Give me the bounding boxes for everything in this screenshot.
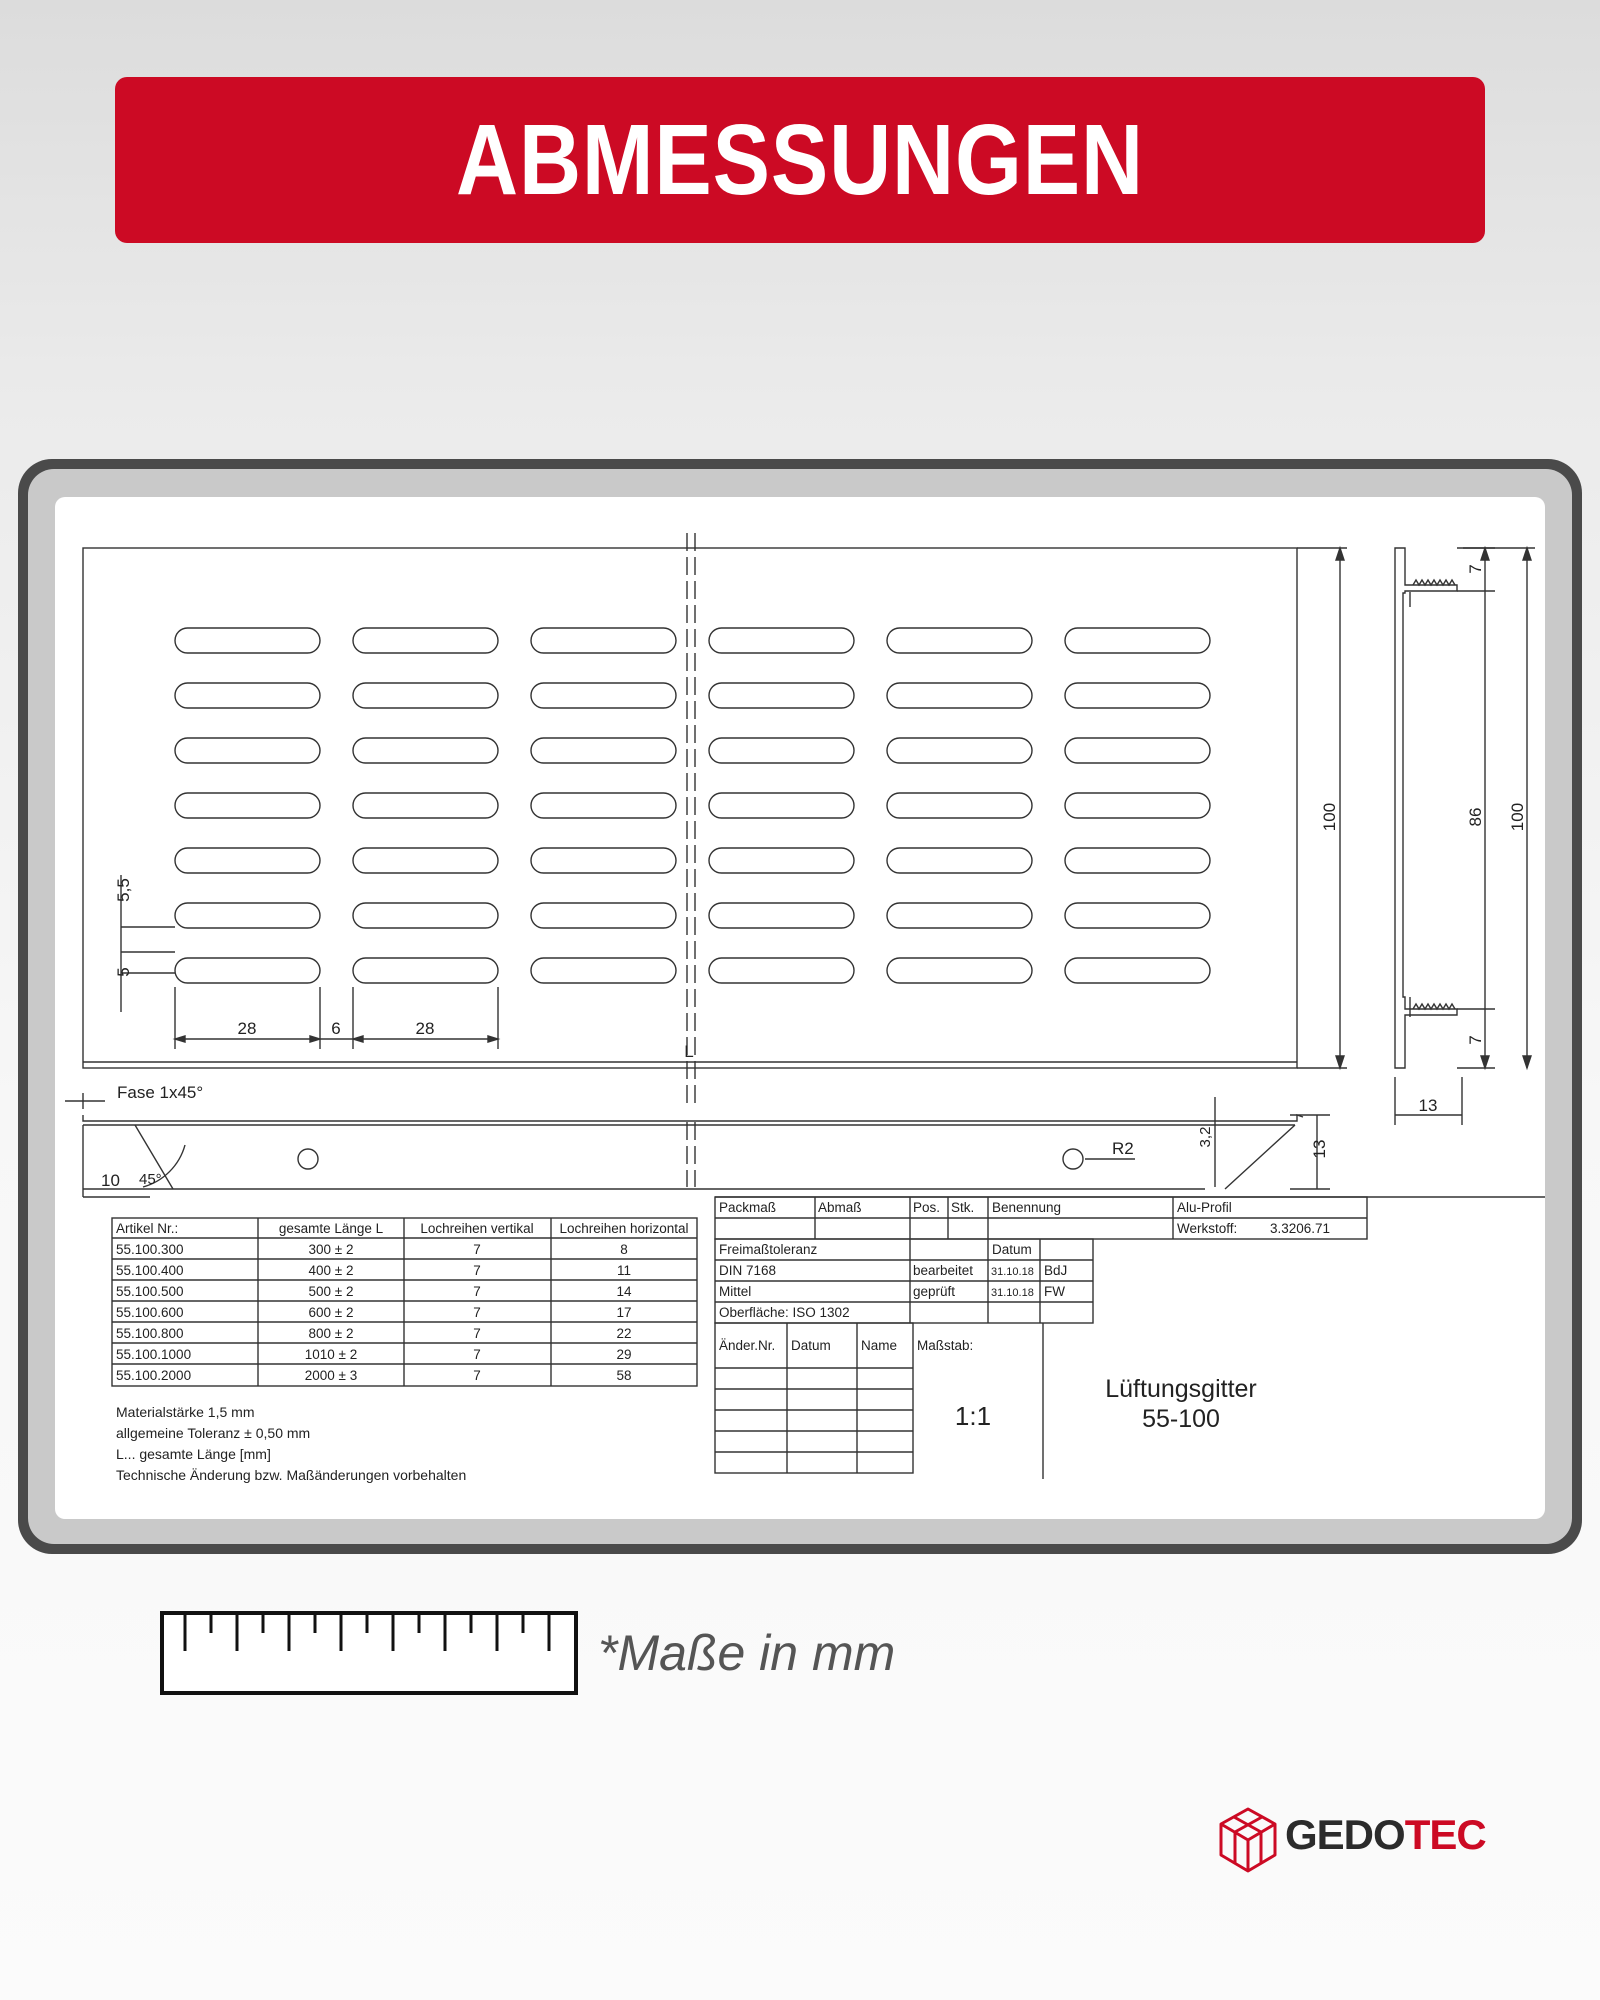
variants-table	[116, 1242, 632, 1383]
table-cell: 29	[616, 1347, 632, 1362]
dim-edge-offset-label: 10	[101, 1171, 120, 1190]
table-cell: 14	[616, 1284, 632, 1299]
tb-datum-label: Datum	[992, 1242, 1032, 1257]
brand-name	[1285, 1811, 1486, 1859]
dim-slot-length-label: 28	[237, 1019, 257, 1038]
table-cell: 55.100.1000	[116, 1347, 192, 1362]
tb-name: Name	[861, 1338, 898, 1353]
vent-slot	[709, 683, 854, 708]
tb-scale: 1:1	[954, 1401, 992, 1431]
vent-slot	[887, 793, 1032, 818]
tb-surface: Oberfläche: ISO 1302	[719, 1305, 850, 1320]
dim-profile-height-label: 13	[1310, 1139, 1329, 1159]
table-cell: 1010 ± 2	[304, 1347, 358, 1362]
table-cell: 55.100.400	[116, 1263, 184, 1278]
vent-slot	[709, 628, 854, 653]
vent-slot	[887, 903, 1032, 928]
table-cell: 7	[473, 1326, 481, 1341]
note-material: Materialstärke 1,5 mm	[116, 1404, 255, 1420]
dim-length-marker: L	[684, 1042, 694, 1061]
vent-slot	[1065, 683, 1210, 708]
table-cell: 400 ± 2	[308, 1263, 354, 1278]
technical-drawing	[55, 497, 1545, 1519]
vent-slot	[887, 683, 1032, 708]
vent-slot	[709, 848, 854, 873]
table-cell: 7	[473, 1368, 481, 1383]
table-cell: 8	[620, 1242, 628, 1257]
vent-slot	[531, 793, 676, 818]
tb-abmass: Abmaß	[818, 1200, 862, 1215]
tb-mittel: Mittel	[719, 1284, 752, 1299]
table-cell: 55.100.500	[116, 1284, 184, 1299]
slot-grid	[175, 628, 1210, 983]
table-cell: 17	[616, 1305, 632, 1320]
tb-tolerance: Freimaßtoleranz	[719, 1242, 818, 1257]
vent-slot	[709, 738, 854, 763]
dim-side-width-label: 13	[1418, 1096, 1438, 1115]
vent-slot	[175, 793, 320, 818]
table-cell: 7	[473, 1305, 481, 1320]
vent-slot	[353, 958, 498, 983]
table-cell: 55.100.2000	[116, 1368, 192, 1383]
vent-slot	[353, 793, 498, 818]
vent-slot	[1065, 628, 1210, 653]
vent-slot	[1065, 793, 1210, 818]
dim-slot-spacing-label: 6	[331, 1019, 341, 1038]
front-view-plate	[83, 548, 1297, 1068]
dim-side-inner-label: 86	[1466, 807, 1485, 827]
table-header-length: gesamte Länge L	[278, 1221, 384, 1236]
table-cell: 7	[473, 1242, 481, 1257]
note-tolerance: allgemeine Toleranz ± 0,50 mm	[116, 1425, 311, 1441]
tb-massstab-label: Maßstab:	[917, 1338, 974, 1353]
tb-datum: Datum	[791, 1338, 831, 1353]
vent-slot	[531, 683, 676, 708]
tb-geprueft-name: FW	[1044, 1284, 1065, 1299]
table-header-article: Artikel Nr.:	[116, 1221, 179, 1236]
dim-slot-gap-label: 5	[114, 967, 133, 977]
vent-slot	[887, 738, 1032, 763]
tb-part-name: Lüftungsgitter	[1105, 1375, 1257, 1403]
vent-slot	[353, 848, 498, 873]
vent-slot	[531, 848, 676, 873]
table-cell: 7	[473, 1347, 481, 1362]
table-cell: 300 ± 2	[308, 1242, 354, 1257]
tb-standard: DIN 7168	[719, 1263, 777, 1278]
header-banner	[115, 77, 1485, 243]
table-header-rows-vertical: Lochreihen vertikal	[420, 1221, 534, 1236]
brand-name-part2: TEC	[1404, 1811, 1486, 1858]
tb-bearbeitet: bearbeitet	[913, 1263, 974, 1278]
vent-slot	[1065, 848, 1210, 873]
angle-label: 45°	[139, 1171, 162, 1188]
tb-bearbeitet-name: BdJ	[1044, 1263, 1068, 1278]
vent-slot	[709, 958, 854, 983]
vent-slot	[1065, 738, 1210, 763]
table-cell: 55.100.800	[116, 1326, 184, 1341]
vent-slot	[531, 958, 676, 983]
table-cell: 58	[616, 1368, 632, 1383]
vent-slot	[353, 683, 498, 708]
table-cell: 55.100.600	[116, 1305, 184, 1320]
table-header-rows-horizontal: Lochreihen horizontal	[559, 1221, 689, 1236]
tb-pos: Pos.	[913, 1200, 941, 1215]
vent-slot	[353, 903, 498, 928]
vent-slot	[175, 738, 320, 763]
brand-name-part1: GEDO	[1285, 1811, 1405, 1858]
vent-slot	[175, 903, 320, 928]
vent-slot	[709, 903, 854, 928]
vent-slot	[531, 903, 676, 928]
drawing-canvas	[55, 497, 1545, 1519]
table-cell: 55.100.300	[116, 1242, 184, 1257]
dim-side-bottom-label: 7	[1466, 1035, 1485, 1045]
dim-thickness-label: 3,2	[1197, 1126, 1214, 1148]
vent-slot	[1065, 903, 1210, 928]
cube-logo-icon	[1217, 1805, 1279, 1875]
tb-stk: Stk.	[951, 1200, 975, 1215]
tb-aender-nr: Änder.Nr.	[719, 1338, 776, 1353]
page-title: ABMESSUNGEN	[456, 103, 1144, 216]
vent-slot	[887, 848, 1032, 873]
table-cell: 7	[473, 1263, 481, 1278]
vent-slot	[175, 958, 320, 983]
table-cell: 2000 ± 3	[304, 1368, 358, 1383]
dim-slot-height-label: 5,5	[114, 878, 133, 902]
table-cell: 500 ± 2	[308, 1284, 354, 1299]
units-note: *Maße in mm	[598, 1625, 896, 1681]
vent-slot	[531, 628, 676, 653]
tb-packmass: Packmaß	[719, 1200, 777, 1215]
vent-slot	[531, 738, 676, 763]
tb-geprueft: geprüft	[913, 1284, 956, 1299]
vent-slot	[353, 738, 498, 763]
ruler-icon	[160, 1611, 580, 1697]
dim-side-top-label: 7	[1466, 564, 1485, 574]
tb-werkstoff-label: Werkstoff:	[1177, 1221, 1238, 1236]
vent-slot	[887, 958, 1032, 983]
tb-part-number: 55-100	[1142, 1405, 1220, 1433]
dim-slot-length-label: 28	[415, 1019, 435, 1038]
tb-bearbeitet-date: 31.10.18	[991, 1266, 1034, 1278]
table-cell: 22	[616, 1326, 632, 1341]
vent-slot	[175, 683, 320, 708]
dim-height-label: 100	[1320, 802, 1339, 832]
radius-label: R2	[1112, 1139, 1134, 1158]
tb-material: Alu-Profil	[1177, 1200, 1232, 1215]
tb-benennung: Benennung	[992, 1200, 1062, 1215]
note-changes: Technische Änderung bzw. Maßänderungen vorbehalten	[116, 1467, 467, 1483]
table-cell: 600 ± 2	[308, 1305, 354, 1320]
chamfer-label: Fase 1x45°	[117, 1083, 204, 1102]
table-cell: 11	[616, 1263, 632, 1278]
vent-slot	[887, 628, 1032, 653]
vent-slot	[175, 848, 320, 873]
note-length: L... gesamte Länge [mm]	[116, 1446, 271, 1462]
table-cell: 7	[473, 1284, 481, 1299]
brand-logo	[1217, 1805, 1497, 1875]
vent-slot	[709, 793, 854, 818]
tb-werkstoff-value: 3.3206.71	[1270, 1221, 1331, 1236]
vent-slot	[175, 628, 320, 653]
tb-geprueft-date: 31.10.18	[991, 1287, 1034, 1299]
vent-slot	[353, 628, 498, 653]
dim-side-total-label: 100	[1508, 802, 1527, 832]
table-cell: 800 ± 2	[308, 1326, 354, 1341]
vent-slot	[1065, 958, 1210, 983]
